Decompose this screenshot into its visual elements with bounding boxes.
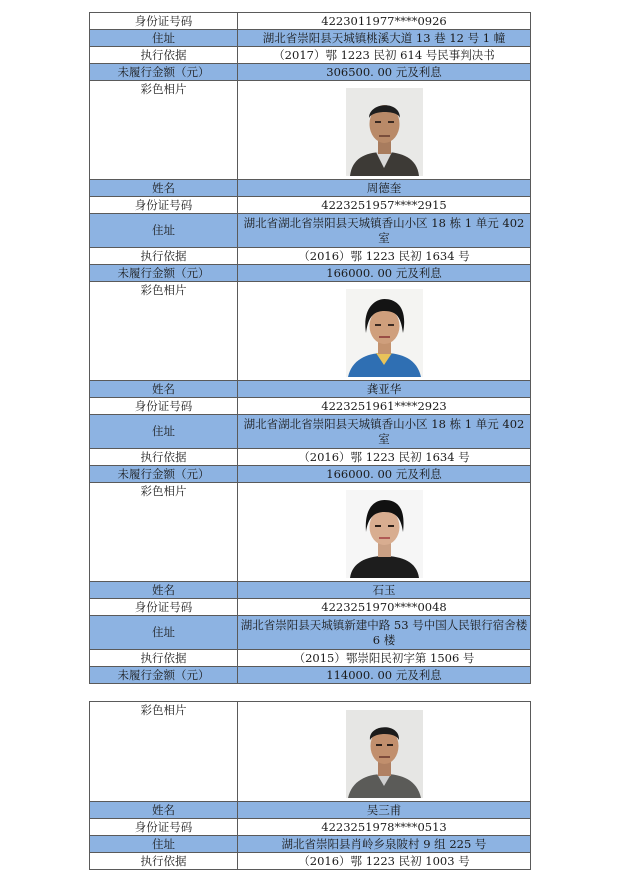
photo-row	[90, 81, 531, 180]
photo-row	[90, 282, 531, 381]
id-label: 身份证号码	[90, 599, 238, 616]
photo-cell	[238, 483, 531, 582]
name-label: 姓名	[90, 381, 238, 398]
amount-value: 166000. 00 元及利息	[238, 265, 531, 282]
amount-label: 未履行金额（元）	[90, 667, 238, 684]
id-value: 4223251957****2915	[238, 197, 531, 214]
photo-cell	[238, 282, 531, 381]
address-row	[90, 415, 531, 449]
portrait-photo	[346, 88, 423, 176]
name-row	[90, 582, 531, 599]
name-row	[90, 180, 531, 197]
id-label: 身份证号码	[90, 197, 238, 214]
basis-label: 执行依据	[90, 47, 238, 64]
amount-row	[90, 64, 531, 81]
basis-row	[90, 853, 531, 870]
address-value: 湖北省湖北省崇阳县天城镇香山小区 18 栋 1 单元 402 室	[238, 214, 531, 248]
amount-row	[90, 265, 531, 282]
name-value: 龚亚华	[238, 381, 531, 398]
id-row	[90, 398, 531, 415]
photo-row	[90, 702, 531, 802]
address-label: 住址	[90, 836, 238, 853]
name-value: 周德奎	[238, 180, 531, 197]
portrait-photo	[346, 710, 423, 798]
amount-label: 未履行金额（元）	[90, 64, 238, 81]
basis-row	[90, 47, 531, 64]
address-label: 住址	[90, 30, 238, 47]
id-row	[90, 599, 531, 616]
id-row	[90, 197, 531, 214]
address-label: 住址	[90, 415, 238, 449]
photo-label: 彩色相片	[90, 702, 238, 802]
basis-label: 执行依据	[90, 248, 238, 265]
basis-row	[90, 449, 531, 466]
id-label: 身份证号码	[90, 398, 238, 415]
id-row	[90, 13, 531, 30]
basis-label: 执行依据	[90, 650, 238, 667]
basis-row	[90, 248, 531, 265]
name-value: 吴三甫	[238, 802, 531, 819]
basis-label: 执行依据	[90, 449, 238, 466]
address-value: 湖北省崇阳县天城镇新建中路 53 号中国人民银行宿舍楼 6 楼	[238, 616, 531, 650]
id-label: 身份证号码	[90, 13, 238, 30]
name-label: 姓名	[90, 180, 238, 197]
address-value: 湖北省湖北省崇阳县天城镇香山小区 18 栋 1 单元 402 室	[238, 415, 531, 449]
debtor-table-2	[89, 701, 531, 870]
portrait-photo	[346, 490, 423, 578]
name-row	[90, 802, 531, 819]
id-value: 4223011977****0926	[238, 13, 531, 30]
id-row	[90, 819, 531, 836]
amount-label: 未履行金额（元）	[90, 265, 238, 282]
id-value: 4223251961****2923	[238, 398, 531, 415]
photo-label: 彩色相片	[90, 81, 238, 180]
address-label: 住址	[90, 616, 238, 650]
name-value: 石玉	[238, 582, 531, 599]
id-label: 身份证号码	[90, 819, 238, 836]
address-value: 湖北省崇阳县肖岭乡泉陂村 9 组 225 号	[238, 836, 531, 853]
address-row	[90, 30, 531, 47]
photo-label: 彩色相片	[90, 282, 238, 381]
address-value: 湖北省崇阳县天城镇桃溪大道 13 巷 12 号 1 幢	[238, 30, 531, 47]
address-row	[90, 214, 531, 248]
amount-row	[90, 667, 531, 684]
amount-value: 114000. 00 元及利息	[238, 667, 531, 684]
amount-row	[90, 466, 531, 483]
amount-value: 306500. 00 元及利息	[238, 64, 531, 81]
portrait-photo	[346, 289, 423, 377]
photo-cell	[238, 81, 531, 180]
amount-label: 未履行金额（元）	[90, 466, 238, 483]
photo-cell	[238, 702, 531, 802]
id-value: 4223251978****0513	[238, 819, 531, 836]
basis-value: （2015）鄂崇阳民初字第 1506 号	[238, 650, 531, 667]
basis-label: 执行依据	[90, 853, 238, 870]
address-row	[90, 836, 531, 853]
name-label: 姓名	[90, 802, 238, 819]
debtor-table-1	[89, 12, 531, 684]
basis-value: （2017）鄂 1223 民初 614 号民事判决书	[238, 47, 531, 64]
basis-value: （2016）鄂 1223 民初 1634 号	[238, 449, 531, 466]
amount-value: 166000. 00 元及利息	[238, 466, 531, 483]
address-row	[90, 616, 531, 650]
id-value: 4223251970****0048	[238, 599, 531, 616]
photo-row	[90, 483, 531, 582]
name-row	[90, 381, 531, 398]
name-label: 姓名	[90, 582, 238, 599]
address-label: 住址	[90, 214, 238, 248]
basis-value: （2016）鄂 1223 民初 1634 号	[238, 248, 531, 265]
photo-label: 彩色相片	[90, 483, 238, 582]
basis-row	[90, 650, 531, 667]
basis-value: （2016）鄂 1223 民初 1003 号	[238, 853, 531, 870]
